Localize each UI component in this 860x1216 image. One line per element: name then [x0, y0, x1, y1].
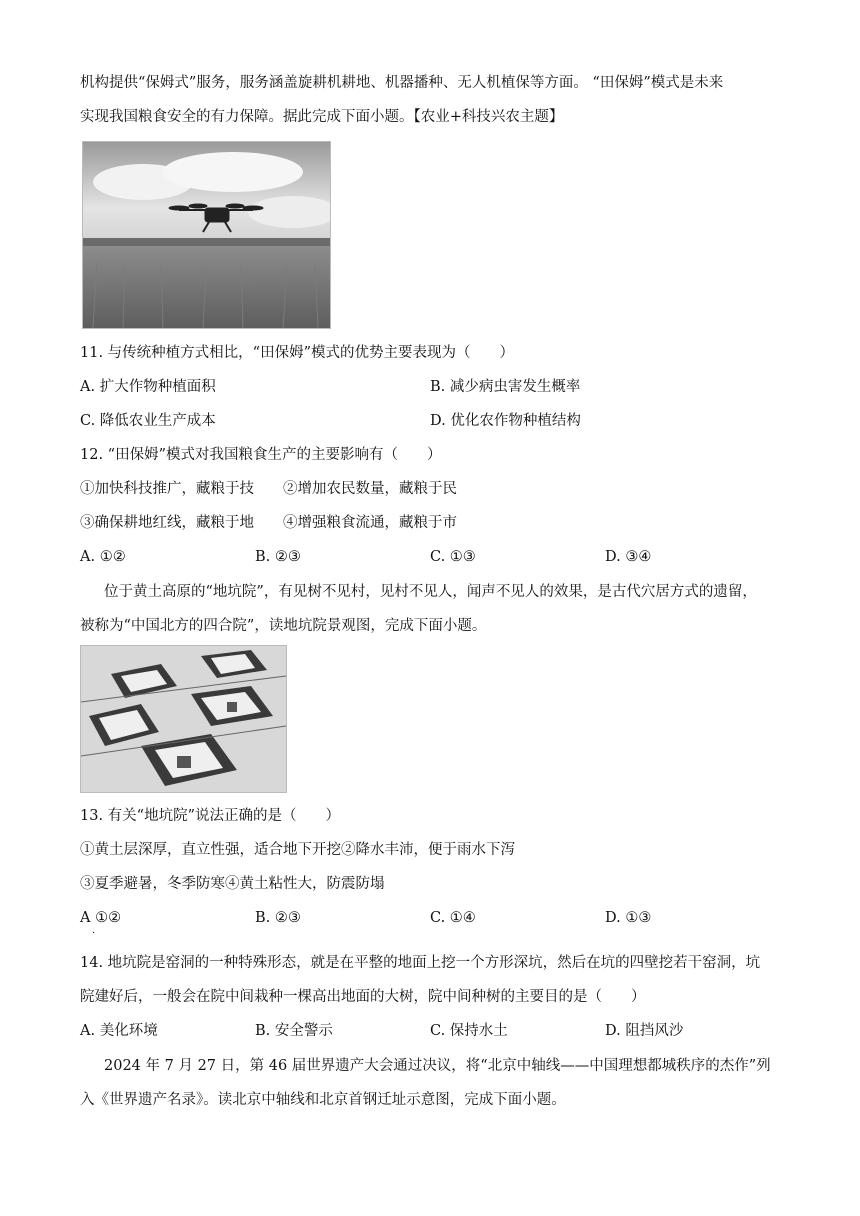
courtyard-icon	[81, 646, 286, 792]
q13-option-b: B. ②③	[255, 910, 301, 926]
q14-option-d: D. 阻挡风沙	[605, 1023, 684, 1039]
passage2-line-2: 被称为“中国北方的四合院”，读地坑院景观图，完成下面小题。	[80, 618, 487, 634]
q12-option-a: A. ①②	[80, 549, 126, 565]
q12-statements-2: ③确保耕地红线，藏粮于地 ④增强粮食流通，藏粮于市	[80, 515, 457, 531]
q11-option-d: D. 优化农作物种植结构	[430, 413, 581, 429]
q11-stem: 11. 与传统种植方式相比，“田保姆”模式的优势主要表现为（ ）	[80, 345, 514, 361]
q13-option-a: A ①②	[80, 910, 122, 926]
q14-option-c: C. 保持水土	[430, 1023, 508, 1039]
q11-option-c: C. 降低农业生产成本	[80, 413, 216, 429]
passage2-line-1: 位于黄土高原的“地坑院”，有见树不见村，见村不见人，闻声不见人的效果，是古代穴居方式的遗留，	[104, 584, 757, 600]
drone-icon	[83, 142, 330, 328]
q11-option-a: A. 扩大作物种植面积	[80, 379, 216, 395]
dot-mark: ·	[92, 928, 96, 939]
q13-option-c: C. ①④	[430, 910, 476, 926]
q11-option-b: B. 减少病虫害发生概率	[430, 379, 581, 395]
intro-line-1: 机构提供“保姆式”服务，服务涵盖旋耕机耕地、机器播种、无人机植保等方面。 “田保姆”模式是未来	[80, 75, 724, 91]
q12-option-b: B. ②③	[255, 549, 301, 565]
q14-line-2: 院建好后，一般会在院中间栽种一棵高出地面的大树，院中间种树的主要目的是（ ）	[80, 989, 646, 1005]
q12-stem: 12. “田保姆”模式对我国粮食生产的主要影响有（ ）	[80, 447, 442, 463]
q12-option-c: C. ①③	[430, 549, 476, 565]
passage3-line-2: 入《世界遗产名录》。读北京中轴线和北京首钢迁址示意图，完成下面小题。	[80, 1092, 566, 1108]
drone-field-photo	[82, 141, 331, 329]
q12-statements-1: ①加快科技推广，藏粮于技 ②增加农民数量，藏粮于民	[80, 481, 457, 497]
q14-line-1: 14. 地坑院是窑洞的一种特殊形态，就是在平整的地面上挖一个方形深坑，然后在坑的四壁挖若干窑洞，坑	[80, 955, 761, 971]
q13-option-d: D. ①③	[605, 910, 652, 926]
q13-stem: 13. 有关“地坑院”说法正确的是（ ）	[80, 808, 340, 824]
q13-statements-1: ①黄土层深厚，直立性强，适合地下开挖②降水丰沛，便于雨水下泻	[80, 842, 515, 858]
passage3-line-1: 2024 年 7 月 27 日，第 46 届世界遗产大会通过决议，将“北京中轴线——中国理想都城秩序的杰作”列	[104, 1058, 771, 1074]
intro-line-2: 实现我国粮食安全的有力保障。据此完成下面小题。【农业+科技兴农主题】	[80, 109, 564, 125]
q14-option-b: B. 安全警示	[255, 1023, 333, 1039]
q14-option-a: A. 美化环境	[80, 1023, 158, 1039]
q13-statements-2: ③夏季避暑，冬季防寒④黄土粘性大，防震防塌	[80, 876, 385, 892]
q12-option-d: D. ③④	[605, 549, 652, 565]
dikengyuan-photo	[80, 645, 287, 793]
